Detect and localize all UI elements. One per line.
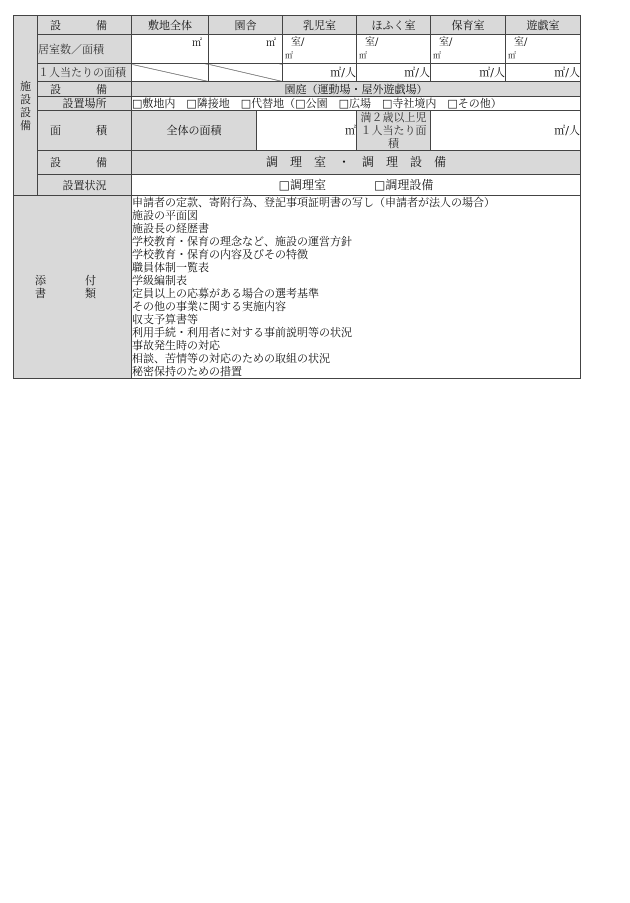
room-count-unit: 室/ — [365, 37, 379, 48]
attachment-item: 申請者の定款、寄附行為、登記事項証明書の写し（申請者が法人の場合） — [132, 196, 495, 209]
kitchen-title: 調 理 室 ・ 調 理 設 備 — [132, 151, 581, 175]
attachment-item: 職員体制一覧表 — [132, 261, 209, 274]
playroom-area-input[interactable] — [506, 35, 581, 64]
attachment-item: 学校教育・保育の理念など、施設の運営方針 — [132, 235, 352, 248]
unit-m2: ㎡ — [508, 51, 516, 60]
attachment-item: 定員以上の応募がある場合の選考基準 — [132, 287, 319, 300]
location-label: 設置場所 — [38, 97, 132, 111]
over2-per-person-label: 満２歳以上児１人当たり面積 — [357, 111, 431, 151]
attachment-item: 収支予算書等 — [132, 313, 198, 326]
location-options[interactable]: □敷地内 □隣接地 □代替地（□公園 □広場 □寺社境内 □その他） — [132, 97, 581, 111]
total-area-label: 全体の面積 — [132, 111, 257, 151]
attachments-list — [132, 196, 581, 379]
facility-form-table — [13, 15, 581, 379]
section-label-cell — [14, 16, 38, 196]
unit-m2: ㎡ — [192, 38, 202, 49]
col-header-site: 敷地全体 — [132, 16, 209, 35]
unit-m2: ㎡ — [266, 38, 276, 49]
rooms-area-label: 居室数／面積 — [38, 35, 132, 64]
col-header-crawling-room: ほふく室 — [357, 16, 431, 35]
col-header-building: 園舎 — [209, 16, 283, 35]
crawling-room-area-input[interactable] — [357, 35, 431, 64]
col-header-nursery-room: 保育室 — [431, 16, 506, 35]
room-count-unit: 室/ — [291, 37, 305, 48]
site-per-person-na — [132, 64, 209, 82]
attachment-item: 施設の平面図 — [132, 209, 198, 222]
crawling-room-per-person-input[interactable]: ㎡/人 — [357, 64, 431, 82]
infant-room-per-person-input[interactable]: ㎡/人 — [283, 64, 357, 82]
attachment-item: 相談、苦情等の対応のための取組の状況 — [132, 352, 330, 365]
site-area-input[interactable] — [132, 35, 209, 64]
attachments-label: 添 付 書 類 — [14, 196, 132, 379]
nursery-room-per-person-input[interactable]: ㎡/人 — [431, 64, 506, 82]
attachment-item: 事故発生時の対応 — [132, 339, 220, 352]
garden-setsubi-label: 設 備 — [38, 82, 132, 97]
total-area-input[interactable]: ㎡ — [257, 111, 357, 151]
room-count-unit: 室/ — [514, 37, 528, 48]
kitchen-setsubi-label: 設 備 — [38, 151, 132, 175]
room-count-unit: 室/ — [439, 37, 453, 48]
unit-m2: ㎡ — [433, 51, 441, 60]
area-label: 面 積 — [38, 111, 132, 151]
col-header-infant-room: 乳児室 — [283, 16, 357, 35]
attachment-item: 秘密保持のための措置 — [132, 365, 242, 378]
building-per-person-na — [209, 64, 283, 82]
building-area-input[interactable] — [209, 35, 283, 64]
garden-title: 園庭（運動場・屋外遊戯場） — [132, 82, 581, 97]
over2-per-person-input[interactable]: ㎡/人 — [431, 111, 581, 151]
unit-m2: ㎡ — [359, 51, 367, 60]
attachment-item: 利用手続・利用者に対する事前説明等の状況 — [132, 326, 352, 339]
attachment-item: 施設長の経歴書 — [132, 222, 209, 235]
install-options[interactable]: □調理室 □調理設備 — [132, 175, 581, 196]
install-label: 設置状況 — [38, 175, 132, 196]
nursery-room-area-input[interactable] — [431, 35, 506, 64]
unit-m2: ㎡ — [285, 51, 293, 60]
section-label: 施設設備 — [20, 79, 31, 132]
setsubi-header: 設 備 — [38, 16, 132, 35]
per-person-label: １人当たりの面積 — [38, 64, 132, 82]
infant-room-area-input[interactable] — [283, 35, 357, 64]
col-header-playroom: 遊戯室 — [506, 16, 581, 35]
attachment-item: 学校教育・保育の内容及びその特徴 — [132, 248, 308, 261]
playroom-per-person-input[interactable]: ㎡/人 — [506, 64, 581, 82]
attachment-item: 学級編制表 — [132, 274, 187, 287]
attachment-item: その他の事業に関する実施内容 — [132, 300, 286, 313]
